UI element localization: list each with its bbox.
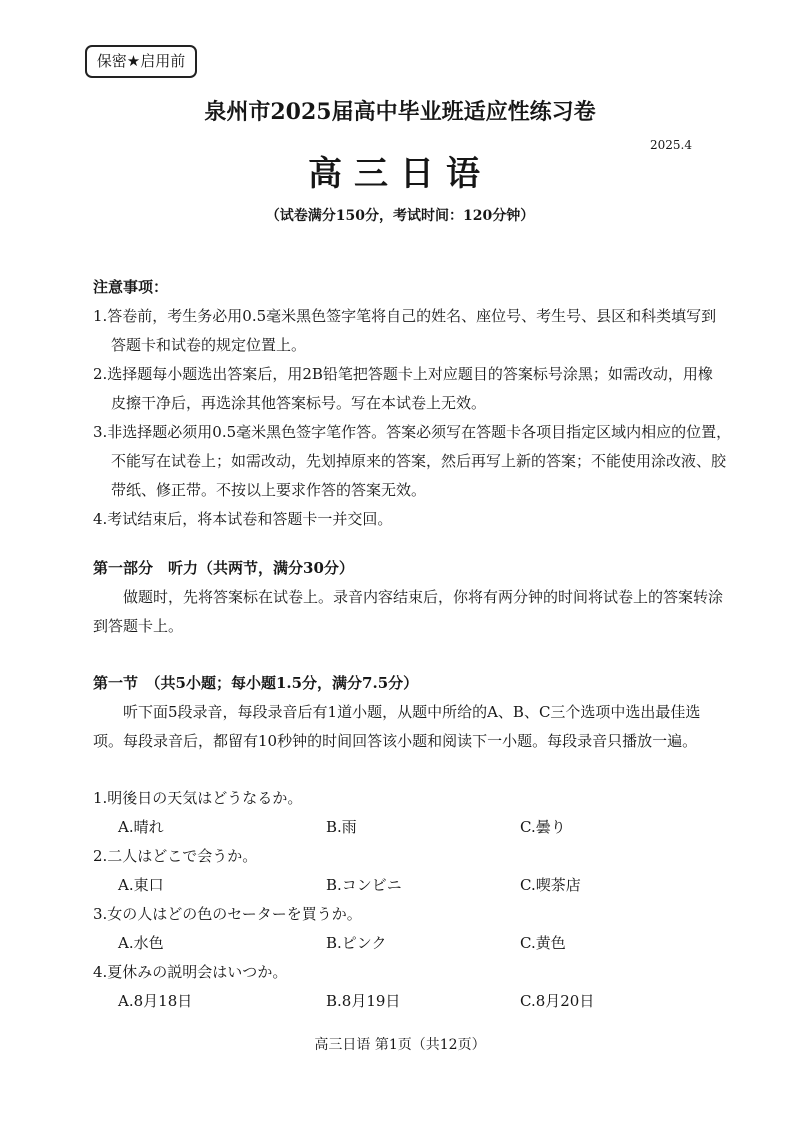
- option-b: B.コンビニ: [326, 876, 402, 894]
- page-footer: 高三日语 第1页（共12页）: [314, 1037, 486, 1053]
- section1-heading: 第一节 （共5小题；每小题1.5分，满分7.5分）: [93, 674, 419, 692]
- notice-line: 答题卡和试卷的规定位置上。: [111, 336, 307, 354]
- option-b: B.8月19日: [326, 992, 401, 1010]
- part1-instruction: 到答题卡上。: [93, 617, 184, 635]
- option-c: C.喫茶店: [520, 876, 581, 894]
- notice-line: 带纸、修正带。不按以上要求作答的答案无效。: [111, 481, 427, 499]
- school-title: 泉州市2025届高中毕业班适应性练习卷: [204, 99, 596, 125]
- question-text: 3.女の人はどの色のセーターを買うか。: [93, 905, 362, 923]
- notice-line: 4.考试结束后，将本试卷和答题卡一并交回。: [93, 510, 393, 528]
- part1-heading: 第一部分 听力（共两节，满分30分）: [93, 559, 354, 577]
- exam-date: 2025.4: [650, 138, 692, 152]
- notice-line: 1.答卷前，考生务必用0.5毫米黑色签字笔将自己的姓名、座位号、考生号、县区和科类填写到: [93, 307, 717, 325]
- notice-line: 2.选择题每小题选出答案后，用2B铅笔把答题卡上对应题目的答案标号涂黑；如需改动，用橡: [93, 365, 713, 383]
- option-a: A.東口: [118, 876, 164, 894]
- option-c: C.曇り: [520, 818, 566, 836]
- option-a: A.8月18日: [118, 992, 193, 1010]
- option-b: B.ピンク: [326, 934, 387, 952]
- confidential-stamp: 保密★启用前: [85, 45, 197, 78]
- section1-instruction: 听下面5段录音，每段录音后有1道小题，从题中所给的A、B、C三个选项中选出最佳选: [123, 703, 701, 721]
- notice-line: 不能写在试卷上；如需改动，先划掉原来的答案，然后再写上新的答案；不能使用涂改液、胶: [111, 452, 727, 470]
- option-a: A.晴れ: [118, 818, 164, 836]
- notice-line: 皮擦干净后，再选涂其他答案标号。写在本试卷上无效。: [111, 394, 487, 412]
- notice-heading: 注意事项：: [93, 278, 169, 296]
- part1-instruction: 做题时，先将答案标在试卷上。录音内容结束后，你将有两分钟的时间将试卷上的答案转涂: [123, 588, 724, 606]
- question-text: 2.二人はどこで会うか。: [93, 847, 258, 865]
- option-c: C.黄色: [520, 934, 566, 952]
- section1-instruction: 项。每段录音后，都留有10秒钟的时间回答该小题和阅读下一小题。每段录音只播放一遍。: [93, 732, 698, 750]
- subject-title: 高三日语: [308, 154, 492, 194]
- exam-info: （试卷满分150分，考试时间：120分钟）: [265, 208, 535, 224]
- option-b: B.雨: [326, 818, 357, 836]
- question-text: 4.夏休みの説明会はいつか。: [93, 963, 288, 981]
- notice-line: 3.非选择题必须用0.5毫米黑色签字笔作答。答案必须写在答题卡各项目指定区域内相应的位置，: [93, 423, 732, 441]
- option-c: C.8月20日: [520, 992, 595, 1010]
- question-text: 1.明後日の天気はどうなるか。: [93, 789, 303, 807]
- option-a: A.水色: [118, 934, 164, 952]
